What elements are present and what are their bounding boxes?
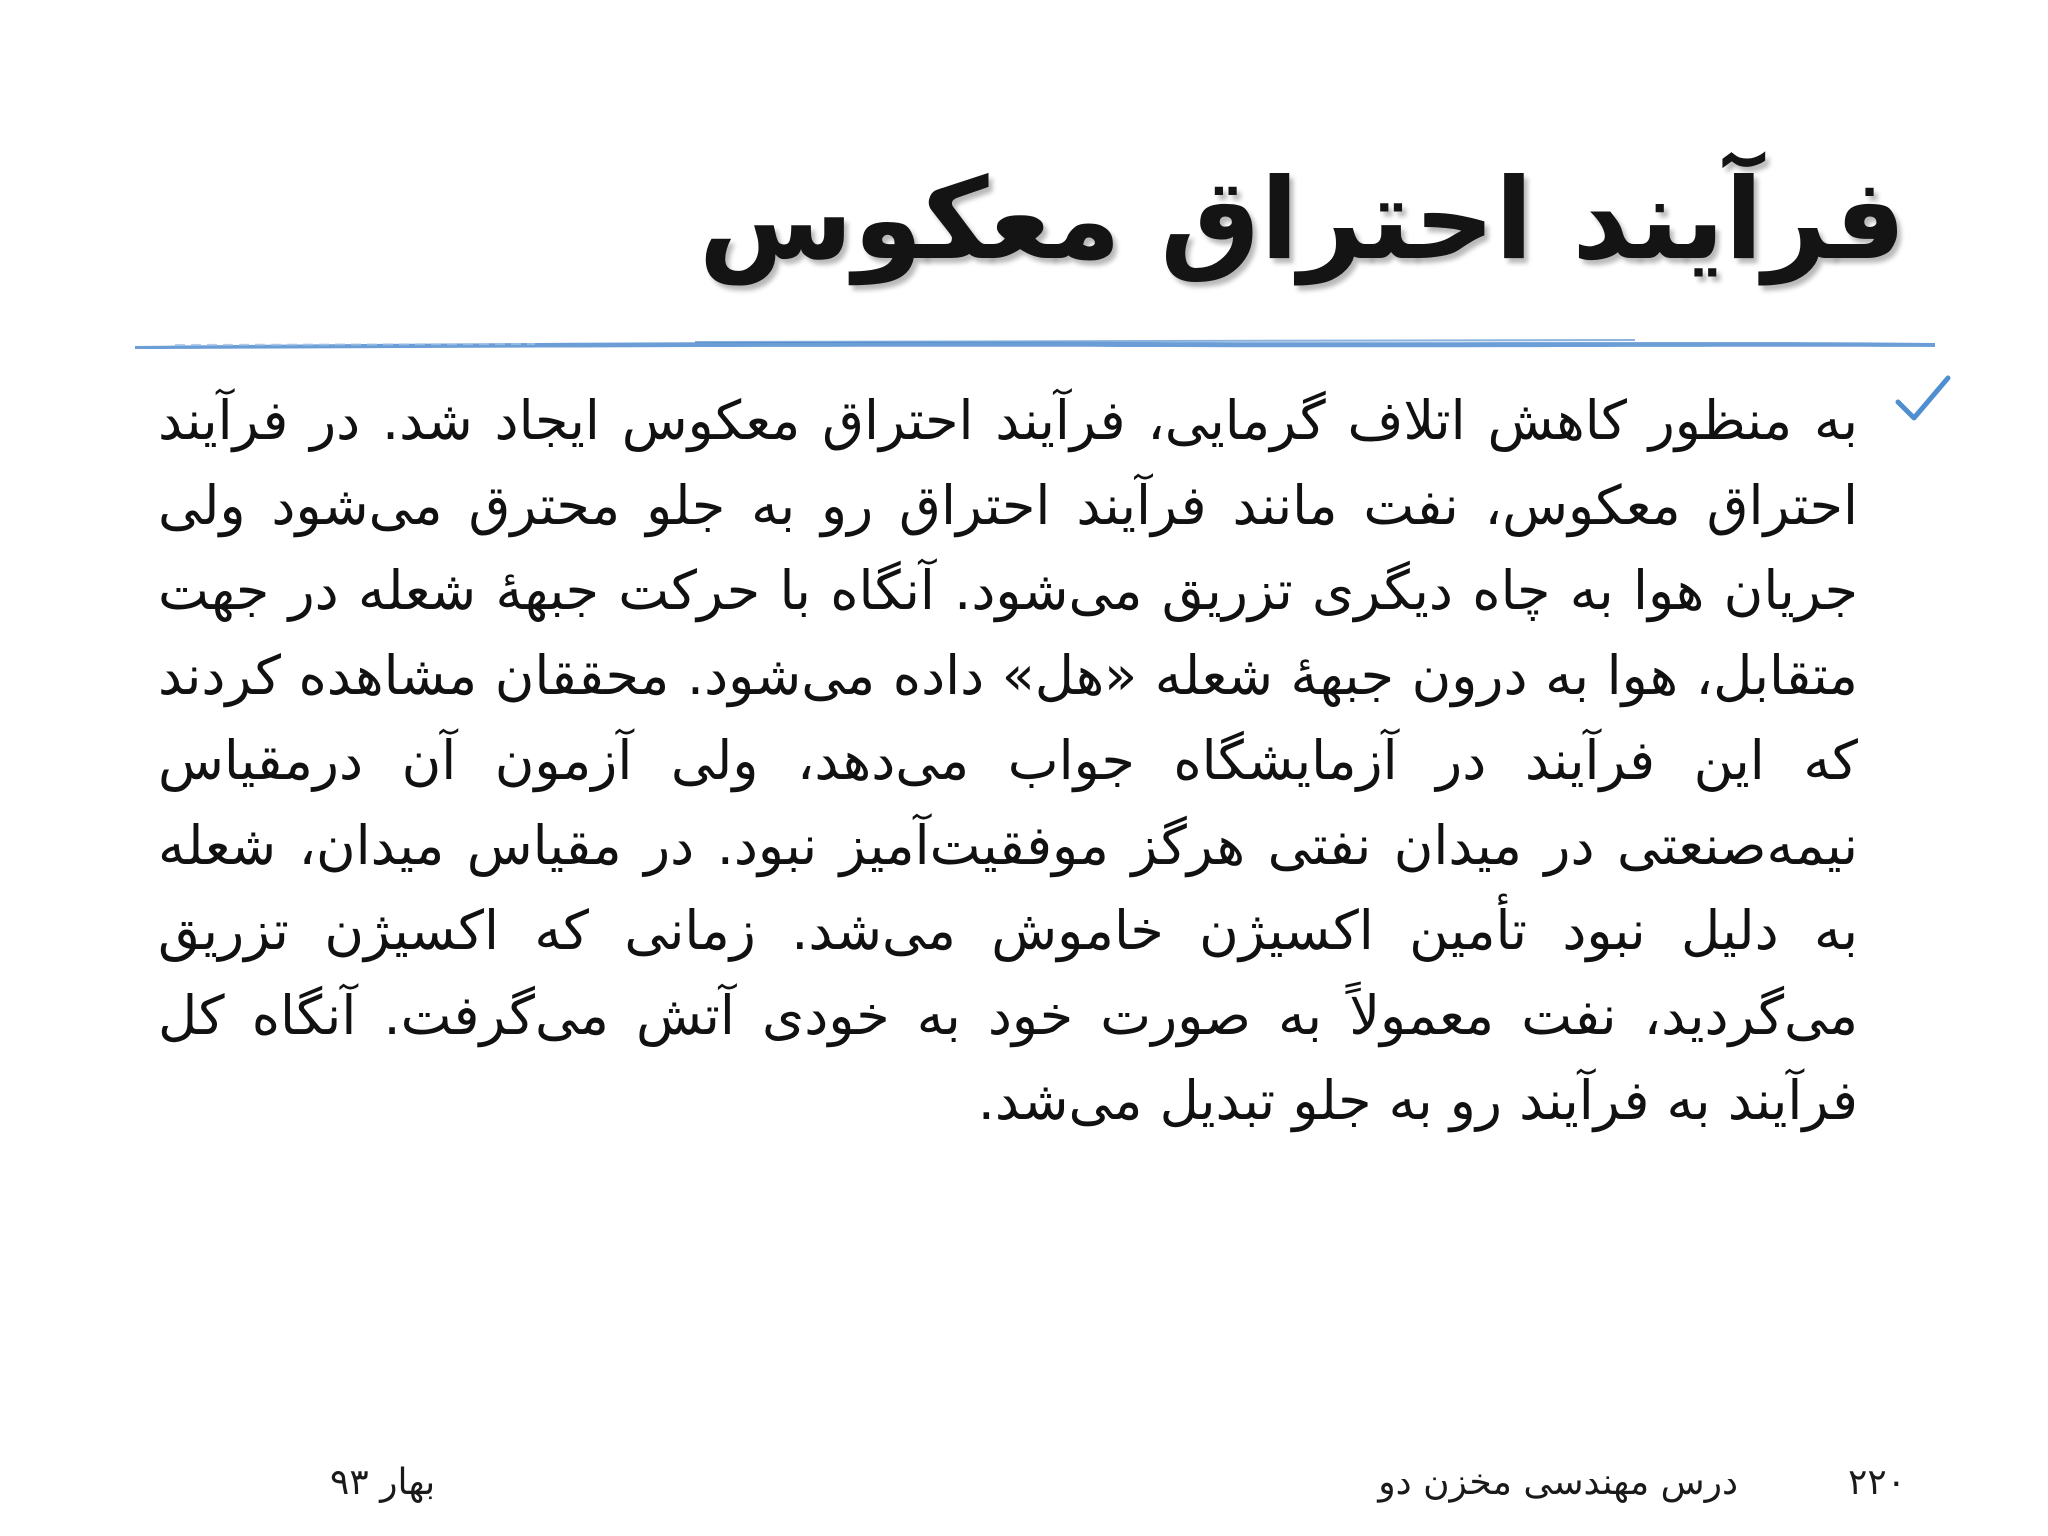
slide-title: فرآیند احتراق معکوس xyxy=(698,155,1906,285)
body-paragraph: به منظور کاهش اتلاف گرمایی، فرآیند احتراق معکوس ایجاد شد. در فرآیند احتراق معکوس، نفت مانند فرآیند احتراق رو به جلو محترق می‌شود ولی جریان هوا به چاه دیگری تزریق می‌شود. آنگاه با حرکت جبههٔ شعله در جهت متقابل، هوا به درون جبههٔ شعله «هل» داده می‌شود. محققان مشاهده کردند که این فرآیند در آزمایشگاه جواب می‌دهد، ولی آزمون آن درمقیاس نیمه‌صنعتی در میدان نفتی هرگز موفقیت‌آمیز نبود. در مقیاس میدان، شعله به دلیل نبود تأمین اکسیژن خاموش می‌شد. زمانی که اکسیژن تزریق می‌گردید، نفت معمولاً به صورت خود به خودی آتش می‌گرفت. آنگاه کل فرآیند به فرآیند رو به جلو تبدیل می‌شد. xyxy=(158,389,1858,1132)
title-divider xyxy=(135,330,1935,358)
footer-course-name: درس مهندسی مخزن دو xyxy=(1378,1462,1738,1503)
footer-page-number: ۲۲۰ xyxy=(1847,1462,1906,1503)
footer-term: بهار ۹۳ xyxy=(330,1462,436,1503)
checkmark-icon xyxy=(1892,370,1954,432)
